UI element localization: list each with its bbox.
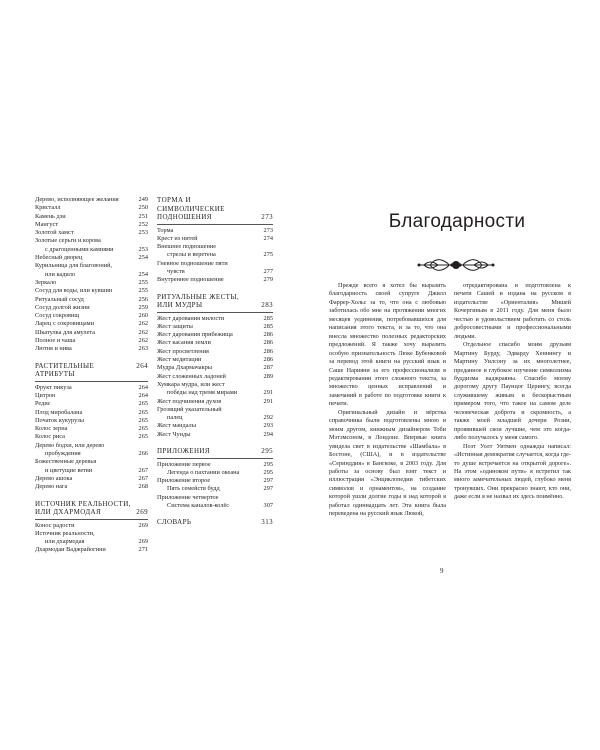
toc-section-heading	[157, 447, 273, 456]
toc-entry	[35, 221, 148, 229]
toc-entry-title: Лютня и нива	[35, 345, 72, 353]
toc-entry	[157, 227, 273, 235]
toc-entry-page: 250	[138, 204, 148, 212]
toc-entry	[35, 254, 148, 262]
toc-entry-page	[259, 293, 273, 302]
toc-entry-title: и цветущие ветви	[45, 466, 93, 474]
toc-section-heading	[35, 508, 148, 517]
toc-entry-page: 286	[263, 356, 273, 364]
toc-entry	[157, 315, 273, 323]
body-paragraph: Оригинальный дизайн и вёрстка справочника были подготовлены мною и моим другом, книжным дизайнером Тоби Мэтэмсоном, в Лондоне. Впервые книга увидела свет в издательстве «Шамбала» в Бостоне, (США), и в издательстве «Серинддия» в Бангкоке, в 2003 году. Для работы за основу был взят текст и иллюстрации «Энциклопедии тибетских символов и орнаментов», на создание которой ушли долгие годы и над которой я работал одиннадцать лет. Эта книга была переведена на русский язык Люкой,	[329, 408, 446, 518]
toc-entry-page: 269	[136, 508, 148, 516]
toc-entry-page: 273	[263, 226, 273, 234]
toc-entry-page: 286	[263, 331, 273, 339]
toc-entry-title: Жест защиты	[157, 322, 193, 330]
toc-section-heading	[157, 518, 273, 527]
toc-entry-title: Хумкара мудра, или жест	[157, 380, 225, 388]
toc-entry-page: 254	[138, 270, 148, 278]
toc-entry	[35, 483, 148, 491]
toc-entry-page: 289	[263, 372, 273, 380]
toc-entry	[157, 260, 273, 268]
toc-entry-page: 269	[138, 521, 148, 529]
toc-entry-title: Внешнее подношение	[157, 243, 216, 251]
toc-entry-title: Сосуд для воды, или кувшин	[35, 287, 113, 295]
toc-entry-page: 292	[263, 414, 273, 422]
toc-entry	[35, 400, 148, 408]
toc-entry-title: Приложение первое	[157, 460, 211, 468]
toc-entry-page: 256	[138, 295, 148, 303]
toc-section-heading	[35, 500, 148, 509]
toc-entry-page: 279	[263, 276, 273, 284]
toc-entry-page: 285	[263, 314, 273, 322]
toc-entry	[35, 417, 148, 425]
toc-entry	[35, 329, 148, 337]
toc-entry-title: Мудра Дхармачакры	[157, 364, 213, 372]
toc-entry-title: РИТУАЛЬНЫЕ ЖЕСТЫ,	[157, 292, 239, 301]
toc-entry-title: или дхармодая	[45, 538, 85, 546]
toc-entry-page: 275	[263, 251, 273, 259]
toc-entry-page: 291	[263, 397, 273, 405]
toc-spacer	[157, 285, 273, 293]
toc-entry-title: Система каналов-колёс	[167, 502, 230, 510]
toc-section-heading	[157, 293, 273, 302]
toc-spacer	[157, 510, 273, 518]
toc-entry-title: Пять семейств будд	[167, 485, 220, 493]
toc-entry-page: 255	[138, 278, 148, 286]
toc-entry-page: 262	[138, 337, 148, 345]
toc-entry	[157, 364, 273, 372]
toc-entry-title: Внутреннее подношение	[157, 276, 224, 284]
toc-entry-page	[259, 196, 273, 213]
toc-entry	[35, 458, 148, 466]
toc-entry-title: или кадило	[45, 270, 76, 278]
toc-entry-title: Жест Чунды	[157, 430, 191, 438]
toc-entry-page: 262	[138, 320, 148, 328]
toc-entry	[35, 442, 148, 450]
toc-entry-page: 291	[263, 389, 273, 397]
toc-entry-title: Приложение четвертое	[157, 493, 219, 501]
toc-entry-title: Полное и чаша	[35, 337, 76, 345]
toc-entry	[157, 339, 273, 347]
toc-entry	[35, 530, 148, 538]
toc-entry-title: чувств	[167, 267, 185, 275]
toc-entry	[157, 243, 273, 251]
toc-entry-title: Цитрон	[35, 391, 56, 399]
toc-section-heading	[157, 196, 273, 213]
toc-entry-title: Зеркало	[35, 278, 57, 286]
toc-entry-page: 295	[263, 460, 273, 468]
toc-entry-page: 265	[138, 416, 148, 424]
toc-entry-page: 307	[263, 502, 273, 510]
toc-entry-page: 293	[263, 422, 273, 430]
toc-entry	[35, 392, 148, 400]
toc-entry-title: Жест касания земли	[157, 339, 211, 347]
toc-entry	[35, 425, 148, 433]
toc-entry	[157, 485, 273, 493]
toc-entry	[157, 461, 273, 469]
toc-entry-title: Дерево бодхи, или дерево	[35, 441, 105, 449]
toc-entry-page	[134, 500, 148, 509]
toc-entry-page: 259	[138, 303, 148, 311]
toc-entry-page: 313	[261, 518, 273, 527]
toc-entry-page: 254	[138, 254, 148, 262]
toc-entry-page: 255	[138, 287, 148, 295]
toc-entry-page: 252	[138, 220, 148, 228]
toc-entry-title: РАСТИТЕЛЬНЫЕ АТРИБУТЫ	[35, 361, 95, 379]
toc-entry-page: 268	[138, 483, 148, 491]
toc-entry	[35, 409, 148, 417]
toc-entry-title: Шкатулка для амулета	[35, 328, 95, 336]
toc-entry-title: Редис	[35, 400, 51, 408]
page-title: Благодарности	[388, 211, 526, 232]
toc-entry	[157, 502, 273, 510]
toc-entry	[35, 287, 148, 295]
toc-entry-page: 285	[263, 322, 273, 330]
toc-entry-page: 286	[263, 339, 273, 347]
toc-entry	[157, 331, 273, 339]
toc-entry	[35, 337, 148, 345]
toc-entry	[157, 268, 273, 276]
toc-section-rule	[157, 458, 273, 459]
toc-entry-page: 286	[263, 347, 273, 355]
body-paragraph: Прежде всего я хотел бы выразить благодарность своей супруге Джилл Фаррер-Хольс за то, что она с любовью заботилась обо мне на протяжении многих месяцев уединения, потребовавшихся для написания этого текста, и за то, что она внесла множество полезных редакторских предложений. Я также хочу выразить особую признательность Люке Бубенковой за перевод этой книги на русский язык и Саше Нарияни за его профессионализм в редактировании этого сложного текста, за множество ценных исправлений и замечаний в работе по подготовке книги к печати.	[329, 282, 446, 408]
toc-entry-title: Колос зерна	[35, 425, 68, 433]
toc-entry-title: Дерево ашока	[35, 474, 73, 482]
body-paragraph: Поэт Уолт Уитмен однажды написал: «Истинная демократия случается, когда где-то душе встречается на открытой дороге». На этом «одиноком пути» я встретил так много замечательных людей, глубоко меня тронувших. Они прекрасно знают, кто они, даже если я не назвал их здесь поимённо.	[454, 442, 571, 501]
toc-entry-page: 295	[263, 468, 273, 476]
toc-entry-page: 262	[138, 328, 148, 336]
toc-entry-page: 297	[263, 485, 273, 493]
body-column-right	[454, 282, 571, 502]
toc-entry	[157, 422, 273, 430]
toc-entry	[35, 196, 148, 204]
toc-entry	[157, 431, 273, 439]
toc-entry-title: Грозящий указательный	[157, 405, 222, 413]
toc-entry	[157, 348, 273, 356]
toc-entry	[35, 450, 148, 458]
toc-entry	[157, 373, 273, 381]
toc-entry	[35, 262, 148, 270]
toc-entry-title: Ларец с сокровищами	[35, 320, 94, 328]
toc-entry-title: ИЛИ ДХАРМОДАЯ	[35, 508, 102, 516]
body-paragraph: Отдельное спасибо моим друзьям Мартину Бурду, Эдварду Хеннингу и Мартину Уилсону за их многолетнее, преданное и глубокое изучение символизма буддизма ваджраяны. Спасибо моему дорогому другу Паунцог Церингу, всегда служившему живым и бескорыстным примером того, что такое на самом деле человеческая доброта и скромность, а также моей младшей дочери Розии, проявившей свои лучшие, чем это когда-либо получалось у меня самого.	[454, 341, 571, 442]
toc-spacer	[157, 439, 273, 447]
toc-entry-page: 287	[263, 364, 273, 372]
toc-entry-title: Гневное подношение пяти	[157, 259, 228, 267]
toc-entry-title: Источник реальности,	[35, 529, 95, 537]
toc-entry-title: ПОДНОШЕНИЯ	[157, 213, 212, 221]
toc-entry-title: Фрукт пикуза	[35, 383, 72, 391]
toc-entry	[35, 312, 148, 320]
toc-entry-page: 265	[138, 433, 148, 441]
toc-entry-page: 297	[263, 477, 273, 485]
toc-entry	[157, 381, 273, 389]
toc-entry-title: палец	[167, 414, 183, 422]
toc-entry-title: Конос радости	[35, 521, 75, 529]
toc-entry-title: Дерево нага	[35, 483, 68, 491]
toc-entry	[157, 398, 273, 406]
toc-entry-title: Небесный дворец	[35, 254, 83, 262]
toc-entry-page: 263	[138, 345, 148, 353]
toc-entry-page: 265	[138, 400, 148, 408]
toc-entry	[35, 546, 148, 554]
toc-entry	[157, 235, 273, 243]
toc-entry-title: Золотой хамст	[35, 229, 74, 237]
toc-entry	[157, 406, 273, 414]
toc-entry-page: 274	[263, 234, 273, 242]
toc-entry-title: Торма	[157, 226, 174, 234]
toc-entry	[35, 345, 148, 353]
toc-entry-title: Легенда о пахтании океана	[167, 468, 240, 476]
toc-entry	[35, 384, 148, 392]
toc-entry-title: Золотые серьги и корова	[35, 237, 101, 245]
toc-entry-page: 266	[138, 450, 148, 458]
toc-spacer	[35, 354, 148, 362]
toc-entry	[157, 389, 273, 397]
toc-column-left	[35, 196, 148, 555]
toc-entry	[157, 494, 273, 502]
toc-entry-page: 271	[138, 546, 148, 554]
toc-entry-title: Жест сложенных ладоней	[157, 372, 226, 380]
toc-entry	[35, 475, 148, 483]
toc-entry-title: ПРИЛОЖЕНИЯ	[157, 447, 210, 456]
toc-entry-page: 265	[138, 425, 148, 433]
toc-entry-title: Жест просветления	[157, 347, 209, 355]
toc-entry-page: 277	[263, 267, 273, 275]
toc-entry-title: Кристалл	[35, 204, 61, 212]
toc-entry-title: ИЛИ МУДРЫ	[157, 301, 203, 310]
toc-entry-title: Жест дарования милости	[157, 314, 225, 322]
toc-entry-page: 260	[138, 312, 148, 320]
body-paragraph: отредактирована и подготовлена к печати Сашей и издана на русском в издательстве «Ориенталия» Мишей Кочергиным в 2011 году. Для меня было честью и удовольствием работать со столь добросовестными и профессиональными людьми.	[454, 282, 571, 340]
toc-section-rule	[35, 519, 148, 520]
toc-entry-title: Дерево, исполняющее желания	[35, 196, 119, 203]
toc-entry-page: 253	[138, 229, 148, 237]
toc-entry-title: ИСТОЧНИК РЕАЛЬНОСТИ,	[35, 499, 131, 508]
toc-entry-page: 264	[136, 361, 148, 370]
toc-entry-page: 283	[261, 301, 273, 310]
toc-column-right	[157, 196, 273, 527]
toc-entry-page: 294	[263, 430, 273, 438]
toc-section-rule	[157, 224, 273, 225]
toc-entry-title: победы над тремя мирами	[167, 389, 238, 397]
toc-entry-page: 249	[138, 196, 148, 203]
toc-entry	[35, 246, 148, 254]
toc-entry	[35, 304, 148, 312]
toc-entry-page: 253	[138, 245, 148, 253]
toc-entry-page: 295	[261, 447, 273, 456]
toc-entry	[157, 477, 273, 485]
toc-entry	[157, 251, 273, 259]
toc-entry	[35, 320, 148, 328]
toc-entry-page: 273	[261, 213, 273, 221]
toc-entry-title: Плод миробалана	[35, 408, 83, 416]
toc-entry-page: 267	[138, 466, 148, 474]
toc-entry-title: Сосуд сокровищ	[35, 312, 80, 320]
toc-spacer	[35, 492, 148, 500]
toc-entry	[35, 271, 148, 279]
toc-entry-title: Мангуст	[35, 220, 59, 228]
toc-section-rule	[35, 381, 148, 382]
toc-entry-title: с драгоценными камнями	[45, 245, 114, 253]
toc-entry-page: 265	[138, 408, 148, 416]
toc-entry	[35, 538, 148, 546]
toc-entry-title: Приложение второе	[157, 477, 211, 485]
toc-entry-title: Колос риса	[35, 433, 65, 441]
toc-entry-title: Курильница для благовоний,	[35, 262, 113, 270]
toc-entry-title: пробуждения	[45, 450, 81, 458]
toc-entry	[35, 204, 148, 212]
toc-entry	[35, 213, 148, 221]
toc-entry-page: 251	[138, 212, 148, 220]
toc-entry-page: 264	[138, 391, 148, 399]
toc-entry	[35, 467, 148, 475]
toc-entry	[157, 414, 273, 422]
toc-entry	[35, 279, 148, 287]
toc-entry-title: Ритуальный сосуд	[35, 295, 84, 303]
page-number: 9	[440, 567, 444, 575]
toc-entry-page: 264	[138, 383, 148, 391]
toc-entry-title: Жест подчинения духов	[157, 397, 222, 405]
toc-entry-title: Жест мандалы	[157, 422, 196, 430]
toc-entry	[157, 469, 273, 477]
toc-entry-page: 267	[138, 474, 148, 482]
toc-entry-title: СЛОВАРЬ	[157, 518, 192, 527]
toc-entry	[157, 323, 273, 331]
toc-entry-title: Початок кукурузы	[35, 416, 84, 424]
toc-entry-title: Сосуд долгой жизни	[35, 303, 90, 311]
toc-entry-title: Крест из нитей	[157, 234, 198, 242]
toc-entry-title: стрелы и веретена	[167, 251, 216, 259]
vajra-ornament-icon	[416, 255, 496, 275]
toc-entry	[35, 522, 148, 530]
toc-entry	[157, 356, 273, 364]
toc-entry-page: 269	[138, 538, 148, 546]
toc-entry-title: Жест дарования прибежища	[157, 331, 233, 339]
toc-entry-title: Жест медитации	[157, 356, 202, 364]
toc-section-heading	[157, 301, 273, 310]
toc-entry	[35, 237, 148, 245]
body-column-left	[329, 282, 446, 519]
toc-section-heading	[35, 362, 148, 379]
toc-entry	[35, 296, 148, 304]
toc-entry-title: Божественные деревья	[35, 458, 97, 466]
toc-section-rule	[157, 312, 273, 313]
toc-entry-title: Камень дзи	[35, 212, 66, 220]
toc-entry-title: ТОРМА И СИМВОЛИЧЕСКИЕ	[157, 196, 225, 213]
toc-entry	[157, 276, 273, 284]
toc-entry-title: Дхармодаи Ваджрайогини	[35, 546, 106, 554]
toc-entry	[35, 229, 148, 237]
toc-section-heading	[157, 213, 273, 222]
toc-entry	[35, 433, 148, 441]
